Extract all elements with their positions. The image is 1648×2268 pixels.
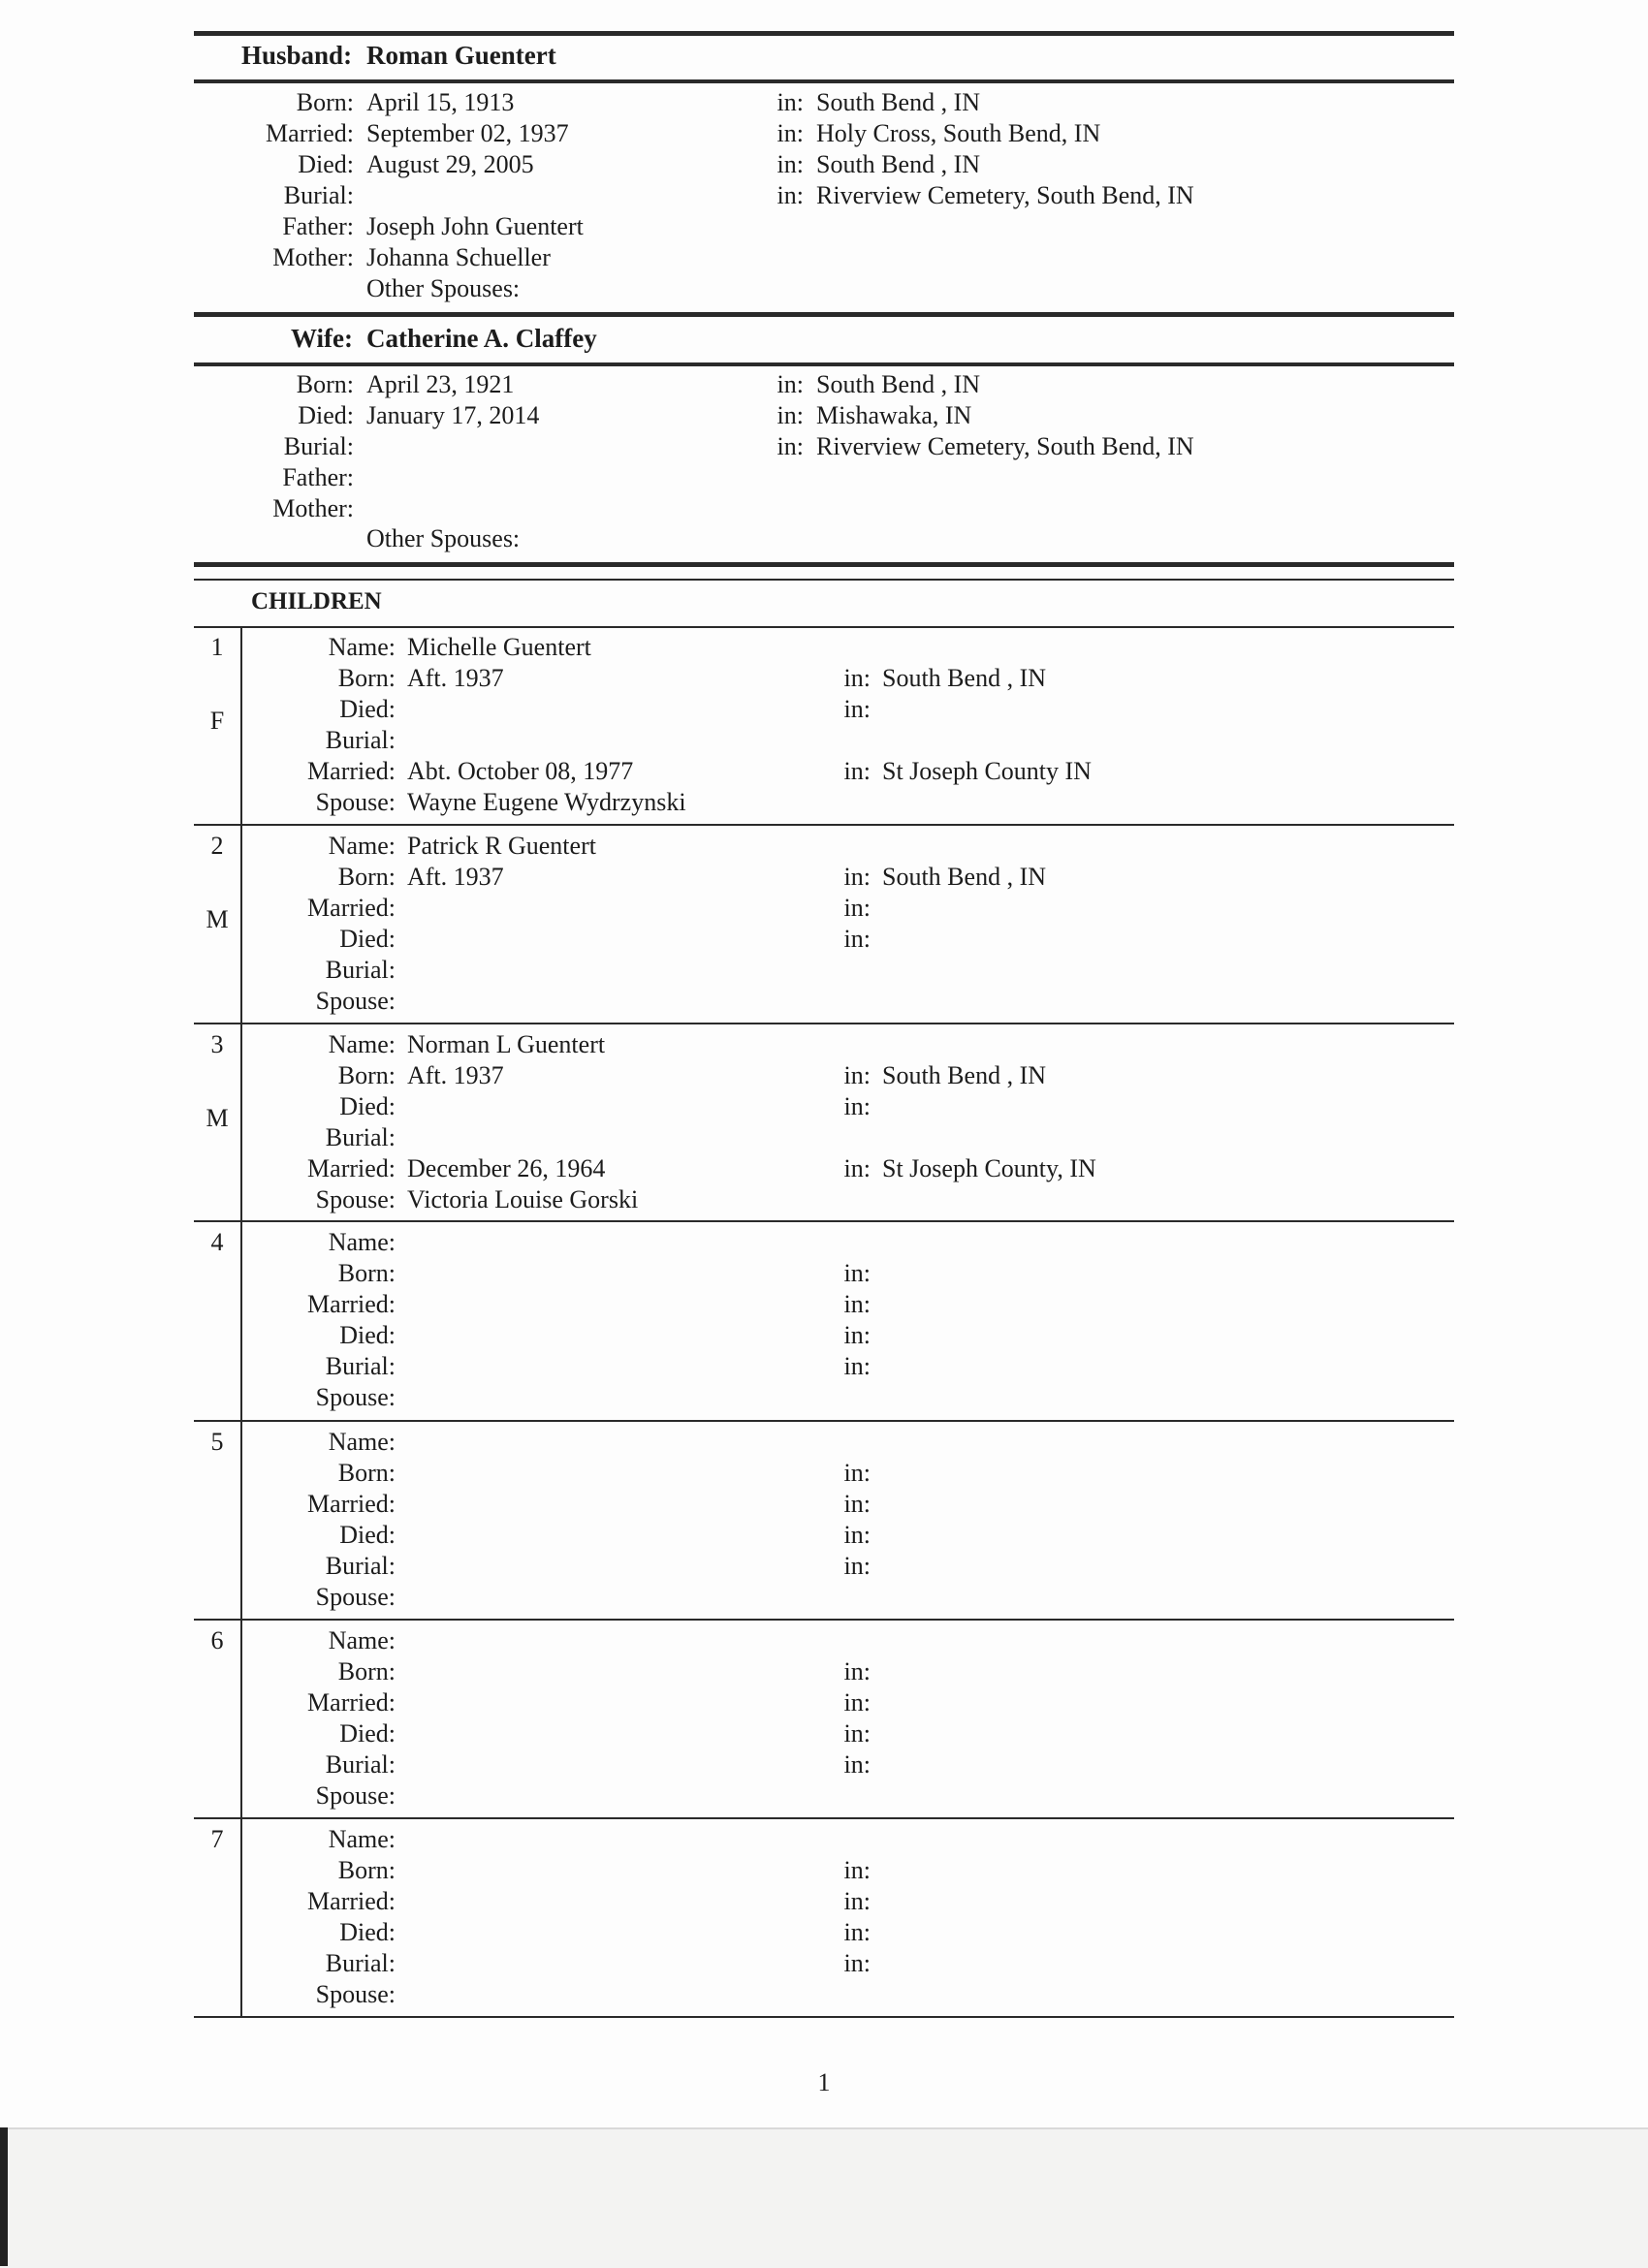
child-6-row: [0, 1625, 1648, 1656]
scanner-edge: [0, 2127, 8, 2266]
child-7-field-label: Died:: [339, 1918, 396, 1946]
child-1-place-value: South Bend , IN: [882, 664, 1046, 692]
child-3-row: [0, 1153, 1648, 1184]
husband-row: [0, 211, 1648, 242]
child-2-field-label: Spouse:: [315, 987, 396, 1015]
child-6-place-label: in:: [843, 1688, 871, 1717]
child-6-row: [0, 1656, 1648, 1687]
child-2-place-label: in:: [843, 863, 871, 891]
child-2-row: [0, 831, 1648, 862]
child-1-place-label: in:: [843, 664, 871, 692]
child-5-row: [0, 1427, 1648, 1458]
child-7-row: [0, 1824, 1648, 1855]
child-separator-rule: [194, 1619, 1454, 1621]
child-2-place-label: in:: [843, 894, 871, 922]
child-5-field-label: Born:: [337, 1459, 396, 1487]
husband-field-value: September 02, 1937: [366, 119, 569, 147]
child-7-row: [0, 1948, 1648, 1979]
child-separator-rule: [194, 2016, 1454, 2018]
child-5-field-label: Burial:: [325, 1552, 396, 1580]
child-5-place-label: in:: [843, 1490, 871, 1518]
husband-place-label: in:: [776, 150, 804, 178]
child-4-place-label: in:: [843, 1259, 871, 1287]
husband-heading-rule: [194, 79, 1454, 83]
child-2-row: [0, 862, 1648, 893]
wife-place-label: in:: [776, 401, 804, 429]
child-1-field-value: Michelle Guentert: [407, 633, 591, 661]
child-1-field-label: Died:: [339, 695, 396, 723]
wife-place-label: in:: [776, 432, 804, 460]
child-3-field-value: Victoria Louise Gorski: [407, 1185, 639, 1213]
child-4-row: [0, 1258, 1648, 1289]
child-3-place-value: South Bend , IN: [882, 1061, 1046, 1089]
child-1-row: [0, 756, 1648, 787]
child-7-field-label: Burial:: [325, 1949, 396, 1977]
child-5-row: [0, 1458, 1648, 1489]
child-6-row: [0, 1687, 1648, 1718]
child-sex: M: [206, 905, 229, 933]
husband-field-value: August 29, 2005: [366, 150, 534, 178]
child-2-field-label: Born:: [337, 863, 396, 891]
child-1-row: [0, 725, 1648, 756]
child-3-row: [0, 1122, 1648, 1153]
wife-field-label: Died:: [298, 401, 354, 429]
husband-row: [0, 149, 1648, 180]
child-4-row: [0, 1227, 1648, 1258]
child-3-field-value: December 26, 1964: [407, 1154, 606, 1182]
husband-name: Roman Guentert: [366, 41, 556, 70]
child-7-row: [0, 1886, 1648, 1917]
child-7-field-label: Name:: [328, 1825, 396, 1853]
child-2-field-label: Burial:: [325, 956, 396, 984]
husband-field-value: April 15, 1913: [366, 88, 515, 116]
child-3-field-label: Spouse:: [315, 1185, 396, 1213]
child-separator-rule: [194, 1023, 1454, 1024]
wife-other-spouses-label: Other Spouses:: [366, 524, 521, 552]
husband-place-value: Riverview Cemetery, South Bend, IN: [816, 181, 1194, 209]
child-7-field-label: Spouse:: [315, 1980, 396, 2008]
child-2-row: [0, 955, 1648, 986]
child-number: 6: [210, 1626, 224, 1654]
child-5-field-label: Married:: [307, 1490, 396, 1518]
child-5-place-label: in:: [843, 1459, 871, 1487]
child-3-place-label: in:: [843, 1061, 871, 1089]
husband-row: [0, 242, 1648, 273]
child-2-field-label: Died:: [339, 925, 396, 953]
child-3-place-label: in:: [843, 1154, 871, 1182]
child-7-place-label: in:: [843, 1887, 871, 1915]
husband-heading-label: Husband:: [241, 41, 353, 70]
child-separator-rule: [194, 1420, 1454, 1422]
child-2-row: [0, 986, 1648, 1017]
husband-field-value: Joseph John Guentert: [366, 212, 584, 240]
child-6-row: [0, 1718, 1648, 1749]
wife-place-value: South Bend , IN: [816, 370, 980, 398]
wife-row: [0, 400, 1648, 431]
child-5-field-label: Died:: [339, 1521, 396, 1549]
child-2-field-label: Name:: [328, 832, 396, 860]
child-3-field-label: Burial:: [325, 1123, 396, 1151]
child-1-field-value: Aft. 1937: [407, 664, 504, 692]
child-3-field-label: Name:: [328, 1030, 396, 1058]
wife-field-value: January 17, 2014: [366, 401, 540, 429]
children-double-rule-top: [194, 562, 1454, 567]
child-4-row: [0, 1320, 1648, 1351]
child-6-field-label: Born:: [337, 1657, 396, 1685]
child-1-row: [0, 632, 1648, 663]
child-separator-rule: [194, 824, 1454, 826]
child-1-field-label: Born:: [337, 664, 396, 692]
child-1-row: [0, 787, 1648, 818]
child-1-field-label: Name:: [328, 633, 396, 661]
child-4-place-label: in:: [843, 1290, 871, 1318]
child-5-row: [0, 1520, 1648, 1551]
page-number: 1: [817, 2068, 831, 2096]
child-3-field-value: Norman L Guentert: [407, 1030, 606, 1058]
child-3-field-value: Aft. 1937: [407, 1061, 504, 1089]
child-separator-rule: [194, 1220, 1454, 1222]
child-sex: F: [209, 707, 225, 735]
child-3-row: [0, 1029, 1648, 1060]
wife-row: [0, 369, 1648, 400]
child-3-place-value: St Joseph County, IN: [882, 1154, 1096, 1182]
child-number: 2: [210, 832, 224, 860]
husband-place-value: Holy Cross, South Bend, IN: [816, 119, 1101, 147]
wife-place-value: Riverview Cemetery, South Bend, IN: [816, 432, 1194, 460]
wife-row: [0, 431, 1648, 462]
wife-place-value: Mishawaka, IN: [816, 401, 972, 429]
child-5-field-label: Spouse:: [315, 1583, 396, 1611]
wife-row: [0, 493, 1648, 524]
wife-heading-rule: [194, 362, 1454, 366]
child-6-place-label: in:: [843, 1750, 871, 1779]
child-1-row: [0, 694, 1648, 725]
child-7-place-label: in:: [843, 1918, 871, 1946]
child-1-field-value: Abt. October 08, 1977: [407, 757, 634, 785]
husband-field-label: Mother:: [272, 243, 354, 271]
wife-heading-label: Wife:: [291, 324, 353, 353]
husband-field-label: Born:: [296, 88, 354, 116]
wife-place-label: in:: [776, 370, 804, 398]
child-3-row: [0, 1060, 1648, 1091]
child-2-place-value: South Bend , IN: [882, 863, 1046, 891]
child-4-field-label: Married:: [307, 1290, 396, 1318]
child-1-place-label: in:: [843, 695, 871, 723]
child-5-row: [0, 1551, 1648, 1582]
husband-row: [0, 87, 1648, 118]
child-6-field-label: Died:: [339, 1719, 396, 1748]
child-2-field-value: Patrick R Guentert: [407, 832, 596, 860]
child-2-field-label: Married:: [307, 894, 396, 922]
child-6-field-label: Spouse:: [315, 1781, 396, 1810]
child-5-row: [0, 1582, 1648, 1613]
child-number: 4: [210, 1228, 224, 1256]
child-3-field-label: Married:: [307, 1154, 396, 1182]
child-6-row: [0, 1780, 1648, 1811]
wife-top-rule: [194, 312, 1454, 317]
child-4-row: [0, 1289, 1648, 1320]
wife-field-value: April 23, 1921: [366, 370, 515, 398]
child-2-row: [0, 893, 1648, 924]
child-5-place-label: in:: [843, 1552, 871, 1580]
husband-field-label: Burial:: [283, 181, 354, 209]
child-2-row: [0, 924, 1648, 955]
child-1-field-label: Burial:: [325, 726, 396, 754]
children-double-rule-bottom: [194, 579, 1454, 581]
husband-place-label: in:: [776, 181, 804, 209]
child-4-place-label: in:: [843, 1321, 871, 1349]
child-number: 1: [210, 633, 224, 661]
child-3-row: [0, 1184, 1648, 1215]
husband-field-value: Johanna Schueller: [366, 243, 551, 271]
child-6-field-label: Burial:: [325, 1750, 396, 1779]
husband-other-spouses-label: Other Spouses:: [366, 274, 521, 302]
husband-place-label: in:: [776, 88, 804, 116]
child-2-place-label: in:: [843, 925, 871, 953]
child-4-field-label: Spouse:: [315, 1383, 396, 1411]
child-1-field-label: Spouse:: [315, 788, 396, 816]
child-7-place-label: in:: [843, 1856, 871, 1884]
children-heading: CHILDREN: [251, 588, 382, 614]
child-7-field-label: Married:: [307, 1887, 396, 1915]
child-3-field-label: Died:: [339, 1092, 396, 1120]
child-separator-rule: [194, 1817, 1454, 1819]
child-7-field-label: Born:: [337, 1856, 396, 1884]
child-number: 5: [210, 1428, 224, 1456]
child-7-row: [0, 1917, 1648, 1948]
husband-row: [0, 118, 1648, 149]
husband-row: [0, 180, 1648, 211]
child-7-row: [0, 1979, 1648, 2010]
child-3-row: [0, 1091, 1648, 1122]
child-4-row: [0, 1351, 1648, 1382]
child-1-field-label: Married:: [307, 757, 396, 785]
child-5-field-label: Name:: [328, 1428, 396, 1456]
child-4-place-label: in:: [843, 1352, 871, 1380]
child-1-field-value: Wayne Eugene Wydrzynski: [407, 788, 686, 816]
child-4-field-label: Name:: [328, 1228, 396, 1256]
wife-field-label: Mother:: [272, 494, 354, 522]
scanner-bed-margin: [0, 2127, 1648, 2268]
child-1-place-value: St Joseph County IN: [882, 757, 1092, 785]
child-number: 7: [210, 1825, 224, 1853]
child-sex: M: [206, 1104, 229, 1132]
child-3-field-label: Born:: [337, 1061, 396, 1089]
child-1-row: [0, 663, 1648, 694]
child-6-row: [0, 1749, 1648, 1780]
wife-field-label: Father:: [282, 463, 354, 491]
child-2-field-value: Aft. 1937: [407, 863, 504, 891]
child-1-place-label: in:: [843, 757, 871, 785]
wife-name: Catherine A. Claffey: [366, 324, 597, 353]
child-4-field-label: Died:: [339, 1321, 396, 1349]
children-heading-rule: [194, 626, 1454, 628]
wife-field-label: Born:: [296, 370, 354, 398]
wife-row: [0, 462, 1648, 493]
husband-field-label: Married:: [266, 119, 354, 147]
husband-place-value: South Bend , IN: [816, 150, 980, 178]
child-5-row: [0, 1489, 1648, 1520]
husband-place-value: South Bend , IN: [816, 88, 980, 116]
child-4-row: [0, 1382, 1648, 1413]
child-6-field-label: Name:: [328, 1626, 396, 1654]
child-4-field-label: Burial:: [325, 1352, 396, 1380]
child-6-field-label: Married:: [307, 1688, 396, 1717]
husband-field-label: Died:: [298, 150, 354, 178]
husband-field-label: Father:: [282, 212, 354, 240]
husband-place-label: in:: [776, 119, 804, 147]
child-6-place-label: in:: [843, 1719, 871, 1748]
child-4-field-label: Born:: [337, 1259, 396, 1287]
wife-field-label: Burial:: [283, 432, 354, 460]
child-6-place-label: in:: [843, 1657, 871, 1685]
child-3-place-label: in:: [843, 1092, 871, 1120]
child-5-place-label: in:: [843, 1521, 871, 1549]
child-number: 3: [210, 1030, 224, 1058]
child-7-row: [0, 1855, 1648, 1886]
child-7-place-label: in:: [843, 1949, 871, 1977]
top-rule: [194, 31, 1454, 36]
